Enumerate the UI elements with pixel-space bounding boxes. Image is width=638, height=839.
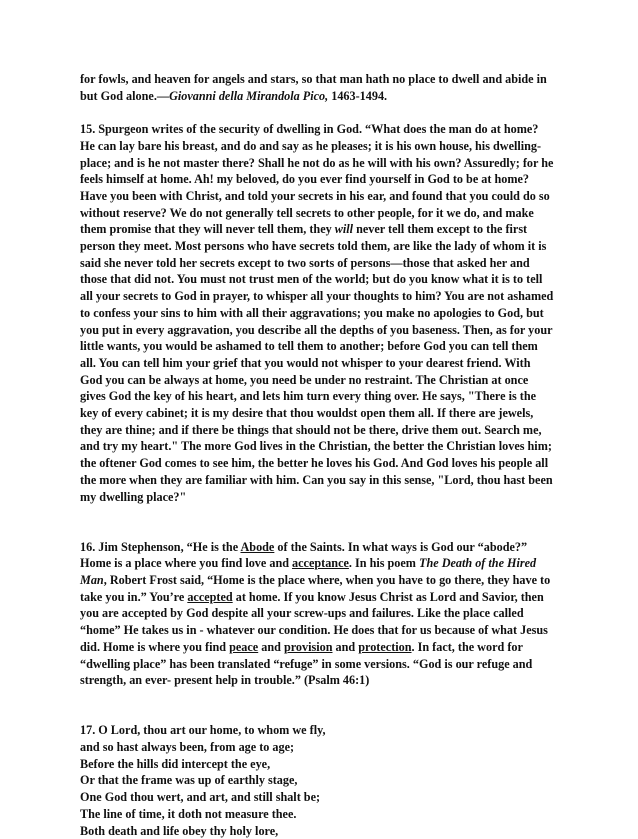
poem-line: 17. O Lord, thou art our home, to whom we fly, — [80, 723, 326, 738]
text-line: the more when they are familiar with him. Can you say in this sense, "Lord, thou hast been — [80, 472, 553, 487]
text-line — [80, 221, 560, 238]
text-line: all your secrets to God in prayer, to whisper all your thoughts to him? You are not ashamed — [80, 289, 554, 304]
text-run: take you in.” You’re — [80, 589, 188, 604]
text-line — [80, 555, 560, 572]
text-run: . In fact, the word for — [411, 639, 523, 654]
text-run: at home. If you know Jesus Christ as Lord and Savior, then — [232, 589, 544, 604]
text-run: them promise that they will never tell them, they — [80, 222, 335, 237]
text-line: for fowls, and heaven for angels and stars, so that man hath no place to dwell and abide in — [80, 72, 547, 86]
poem-line: Or that the frame was up of earthly stage, — [80, 773, 298, 788]
poem-title: The Death of the Hired — [419, 556, 537, 571]
text-line: without reserve? We do not generally tell secrets to other people, for it we do, and make — [80, 205, 534, 220]
citation-author: Giovanni della Mirandola Pico, — [169, 88, 329, 103]
text-line: 15. Spurgeon writes of the security of dwelling in God. “What does the man do at home? — [80, 122, 539, 137]
text-line: you put in every aggravation, you describe all the depths of you baseness. Then, as for your — [80, 322, 553, 337]
text-line: they are thine; and if there be things that should not be there, drive them out. Search me, — [80, 422, 542, 437]
underlined-term: provision — [283, 639, 333, 654]
text-line: all. You can tell him your grief that you would not whisper to your dearest friend. With — [80, 355, 531, 370]
underlined-term: Abode — [240, 539, 275, 554]
text-line: said she never told her secrets except to two sorts of persons—those that asked her and — [80, 255, 530, 270]
poem-line: The line of time, it doth not measure thee. — [80, 806, 297, 821]
text-run: and — [258, 639, 284, 654]
text-line — [80, 572, 560, 589]
paragraph-gap — [80, 689, 560, 722]
text-line: to confess your sins to him with all their aggravations; you make no apologies to God, but — [80, 305, 544, 320]
text-run: did. Home is where you find — [80, 639, 230, 654]
paragraph-15 — [80, 121, 560, 505]
text-line — [80, 88, 560, 105]
underlined-term: protection — [358, 639, 412, 654]
text-run: of the Saints. In what ways is God our “abode?” — [274, 539, 528, 554]
text-line: Have you been with Christ, and told your secrets in his ear, and found that you could do so — [80, 188, 550, 203]
text-line: my dwelling place?" — [80, 489, 187, 504]
underlined-term: acceptance — [292, 556, 349, 571]
text-line: you are accepted by God despite all your screw-ups and failures. Like the place called — [80, 606, 524, 621]
text-line — [80, 539, 560, 556]
text-run: never tell them except to the first — [353, 222, 528, 237]
text-line: person they meet. Most persons who have secrets told them, are like the lady of whom it is — [80, 239, 547, 254]
paragraph-17-poem — [80, 722, 560, 839]
underlined-term: accepted — [187, 589, 233, 604]
underlined-term: peace — [229, 639, 259, 654]
text-line: “home” He takes us in - whatever our condition. He does that for us because of what Jesus — [80, 623, 548, 638]
paragraph-gap — [80, 104, 560, 121]
text-run: 16. Jim Stephenson, “He is the — [80, 539, 241, 554]
text-line: those that did not. You must not trust men of the world; but do you know what it is to tell — [80, 272, 543, 287]
text-line: place; and is he not master there? Shall he not do as he will with his own? Assuredly; for he — [80, 155, 554, 170]
poem-title: Man — [80, 573, 104, 588]
paragraph-gap — [80, 505, 560, 538]
text-line: little wants, you would be ashamed to tell them to another; before God you can tell them — [80, 339, 538, 354]
text-run: but God alone.— — [80, 88, 170, 103]
document-page — [80, 71, 560, 839]
text-run: Home is a place where you find love and — [80, 556, 293, 571]
text-run: and — [332, 639, 359, 654]
paragraph-16 — [80, 539, 560, 689]
text-line: He can lay bare his breast, and do and say as he pleases; it is his own house, his dwelling- — [80, 138, 542, 153]
text-line: and try my heart." The more God lives in the Christian, the better the Christian loves him; — [80, 439, 552, 454]
paragraph-14-tail — [80, 71, 560, 104]
text-line: key of every cabinet; it is my desire that thou wouldst open them all. If there are jewels, — [80, 406, 534, 421]
text-line: gives God the key of his heart, and lets him turn every thing over. He says, "There is the — [80, 389, 537, 404]
text-line — [80, 639, 560, 656]
poem-line: Before the hills did intercept the eye, — [80, 756, 271, 771]
text-line: “dwelling place” has been translated “refuge” in some versions. “God is our refuge and — [80, 656, 533, 671]
text-run: , Robert Frost said, “Home is the place where, when you have to go there, they have to — [103, 573, 551, 588]
text-line: feels himself at home. Ah! my beloved, do you ever find yourself in God to be at home? — [80, 172, 530, 187]
text-run: . In his poem — [348, 556, 420, 571]
poem-line: Both death and life obey thy holy lore, — [80, 823, 279, 838]
poem-line: and so hast always been, from age to age; — [80, 740, 295, 755]
text-run: 1463-1494. — [328, 88, 388, 103]
text-line — [80, 589, 560, 606]
text-line: the oftener God comes to see him, the better he loves his God. And God loves his people all — [80, 456, 549, 471]
text-line: strength, an ever- present help in trouble.” (Psalm 46:1) — [80, 673, 370, 688]
emphasis: will — [334, 222, 354, 237]
text-line: God you can be always at home, you need be under no restraint. The Christian at once — [80, 372, 529, 387]
poem-line: One God thou wert, and art, and still shalt be; — [80, 790, 321, 805]
